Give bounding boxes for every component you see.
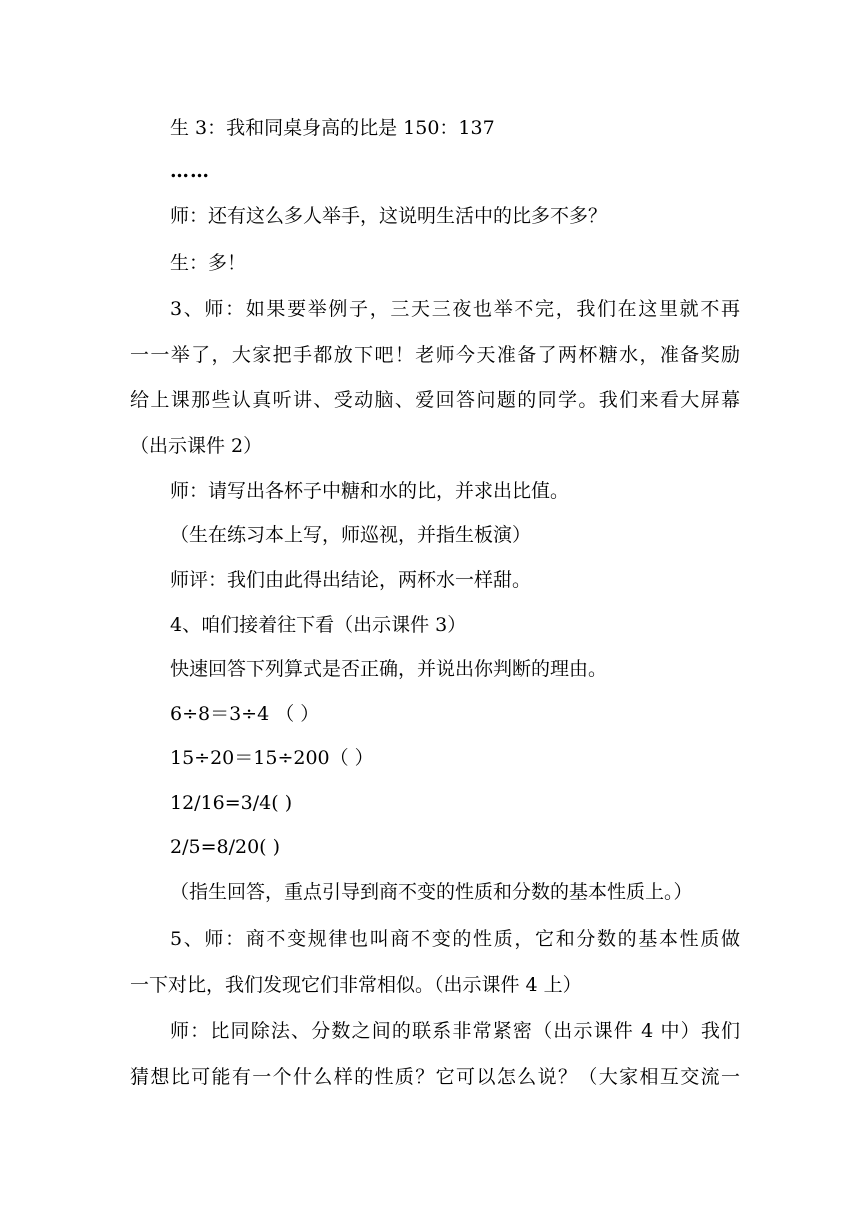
text-line-6: 一一举了，大家把手都放下吧！老师今天准备了两杯糖水，准备奖励: [130, 344, 740, 366]
text-line-18: （指生回答，重点引导到商不变的性质和分数的基本性质上。）: [170, 881, 693, 903]
text-line-1: 生 3：我和同桌身高的比是 150：137: [170, 117, 495, 139]
text-line-10: （生在练习本上写，师巡视，并指生板演）: [170, 524, 532, 546]
text-line-19: 5、师：商不变规律也叫商不变的性质，它和分数的基本性质做: [170, 928, 740, 950]
text-line-2: ……: [170, 160, 210, 182]
text-line-11: 师评：我们由此得出结论，两杯水一样甜。: [170, 569, 532, 591]
text-line-12: 4、咱们接着往下看（出示课件 3）: [170, 614, 467, 636]
text-line-20: 一下对比，我们发现它们非常相似。（出示课件 4 上）: [130, 974, 582, 996]
text-line-9: 师：请写出各杯子中糖和水的比，并求出比值。: [170, 480, 570, 502]
text-line-4: 生：多！: [170, 252, 247, 274]
math-expression-4: 2/5=8/20( ): [170, 836, 281, 858]
math-expression-3: 12/16=3/4( ): [170, 792, 293, 814]
text-line-5: 3、师：如果要举例子，三天三夜也举不完，我们在这里就不再: [170, 298, 740, 320]
math-expression-1: 6÷8＝3÷4 （ ）: [170, 703, 320, 725]
text-line-21: 师：比同除法、分数之间的联系非常紧密（出示课件 4 中）我们: [170, 1020, 740, 1042]
math-expression-2: 15÷20＝15÷200（ ）: [170, 747, 374, 769]
text-line-8: （出示课件 2）: [130, 435, 263, 457]
text-line-3: 师：还有这么多人举手，这说明生活中的比多不多？: [170, 205, 608, 227]
text-line-7: 给上课那些认真听讲、受动脑、爱回答问题的同学。我们来看大屏幕: [130, 389, 740, 411]
text-line-13: 快速回答下列算式是否正确，并说出你判断的理由。: [170, 658, 608, 680]
text-line-22: 猜想比可能有一个什么样的性质？它可以怎么说？（大家相互交流一: [130, 1066, 740, 1088]
